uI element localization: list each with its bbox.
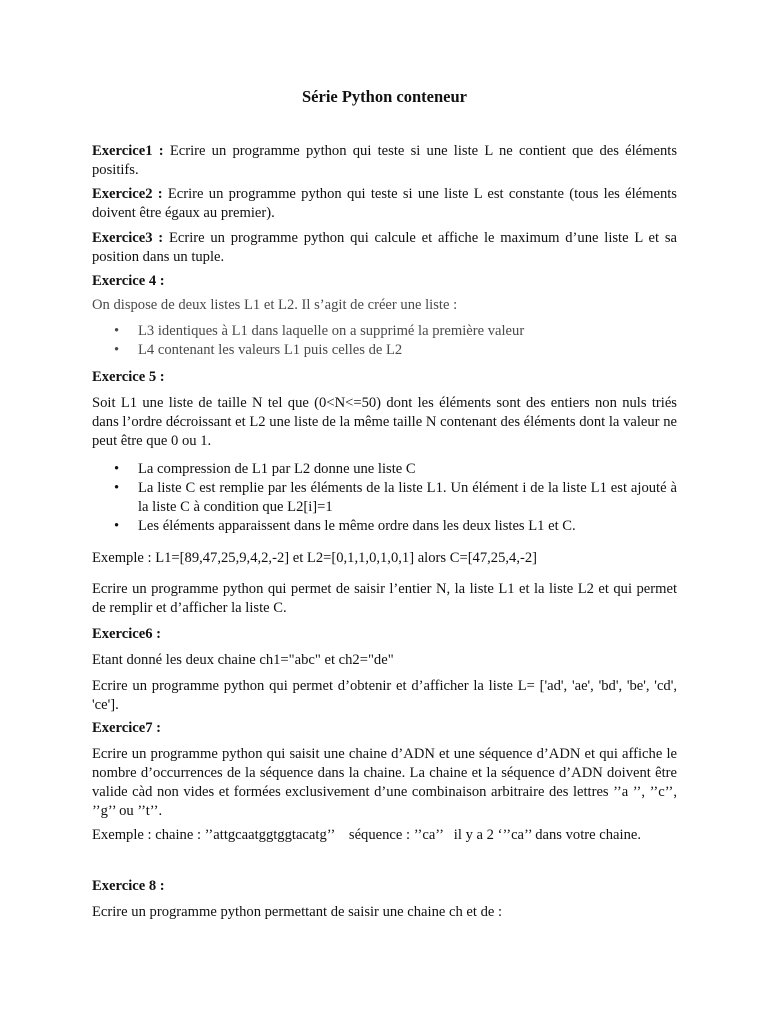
- exercise-1-label: Exercice1 :: [92, 143, 164, 159]
- exercise-3-label: Exercice3 :: [92, 230, 164, 246]
- exercise-2-text: Ecrire un programme python qui teste si une liste L est constante (tous les éléments doivent être égaux au premier).: [92, 186, 677, 221]
- exercise-5-paragraph: Soit L1 une liste de taille N tel que (0<N<=50) dont les éléments sont des entiers non nuls triés dans l’ordre décroissant et L2 une liste de la même taille N contenant des éléments dont la valeur ne peut être que 0 ou 1.: [92, 395, 677, 449]
- exercise-2-label: Exercice2 :: [92, 186, 163, 202]
- exercise-7-heading: Exercice7 :: [92, 720, 162, 736]
- exercise-5-list: [92, 460, 677, 536]
- exercise-7-paragraph: Ecrire un programme python qui saisit une chaine d’ADN et une séquence d’ADN et qui affiche le nombre d’occurrences de la séquence dans la chaine. La chaine et la séquence d’ADN doivent être valide càd non vides et formées exclusivement d’une combinaison arbitraire des lettres ’’a ’’, ’’c’’, ’’g’’ ou ’’t’’.: [92, 746, 677, 819]
- exercise-4-list: [92, 322, 677, 360]
- exercise-2: [92, 185, 677, 223]
- exercise-3: [92, 229, 677, 267]
- exercise-7-example: Exemple : chaine : ’’attgcaatggtggtacatg’’ séquence : ’’ca’’ il y a 2 ‘’’ca’’ dans votre chaine.: [92, 827, 641, 843]
- page-title: Série Python conteneur: [302, 87, 467, 106]
- exercise-6-heading: Exercice6 :: [92, 626, 162, 642]
- exercise-5-example: Exemple : L1=[89,47,25,9,4,2,-2] et L2=[0,1,1,0,1,0,1] alors C=[47,25,4,-2]: [92, 550, 537, 566]
- exercise-1: [92, 142, 677, 180]
- exercise-1-text: Ecrire un programme python qui teste si une liste L ne contient que des éléments positifs.: [92, 143, 678, 178]
- exercise-8-heading: Exercice 8 :: [92, 878, 165, 894]
- list-item: • L3 identiques à L1 dans laquelle on a supprimé la première valeur: [92, 322, 677, 341]
- exercise-6-line1: Etant donné les deux chaine ch1="abc" et ch2="de": [92, 652, 394, 668]
- list-item: • La compression de L1 par L2 donne une liste C: [92, 460, 677, 479]
- exercise-5-task: Ecrire un programme python qui permet de saisir l’entier N, la liste L1 et la liste L2 et qui permet de remplir et d’afficher la liste C.: [92, 581, 677, 616]
- exercise-6-line2: Ecrire un programme python qui permet d’obtenir et d’afficher la liste L= ['ad', 'ae', 'bd', 'be', 'cd', 'ce'].: [92, 678, 677, 713]
- exercise-3-text: Ecrire un programme python qui calcule et affiche le maximum d’une liste L et sa position dans un tuple.: [92, 230, 677, 265]
- exercise-4-intro: On dispose de deux listes L1 et L2. Il s’agit de créer une liste :: [92, 297, 458, 313]
- list-item: • Les éléments apparaissent dans le même ordre dans les deux listes L1 et C.: [92, 517, 677, 536]
- exercise-4-heading: Exercice 4 :: [92, 273, 165, 289]
- list-item: • La liste C est remplie par les éléments de la liste L1. Un élément i de la liste L1 est ajouté à la liste C à condition que L2[i]=1: [92, 479, 677, 517]
- exercise-5-heading: Exercice 5 :: [92, 369, 165, 385]
- list-item: • L4 contenant les valeurs L1 puis celles de L2: [92, 341, 677, 360]
- exercise-8-text: Ecrire un programme python permettant de saisir une chaine ch et de :: [92, 904, 503, 920]
